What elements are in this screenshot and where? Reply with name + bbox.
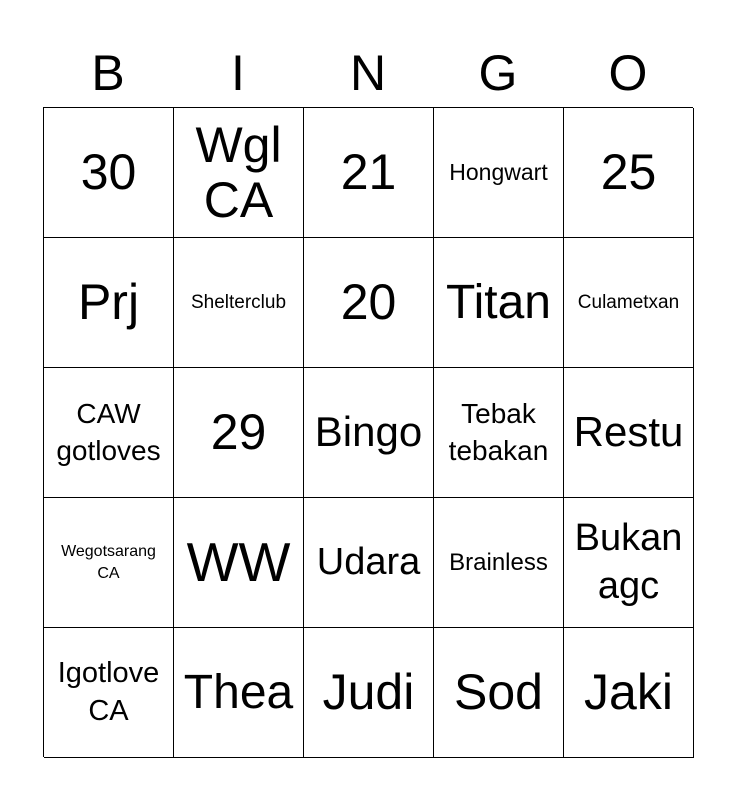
- bingo-cell[interactable]: Bukan agc: [564, 498, 694, 628]
- bingo-cell[interactable]: 30: [44, 108, 174, 238]
- bingo-cell[interactable]: 21: [304, 108, 434, 238]
- header-letter-g: G: [478, 45, 518, 101]
- bingo-cell[interactable]: Wegotsarang CA: [44, 498, 174, 628]
- bingo-cell[interactable]: Udara: [304, 498, 434, 628]
- bingo-cell[interactable]: 25: [564, 108, 694, 238]
- header-letter-o: O: [608, 45, 648, 101]
- header-letter-i: I: [231, 45, 245, 101]
- bingo-cell[interactable]: Titan: [434, 238, 564, 368]
- bingo-cell[interactable]: Prj: [44, 238, 174, 368]
- bingo-cell[interactable]: WW: [174, 498, 304, 628]
- header-letter-n: N: [349, 45, 387, 101]
- bingo-header: [43, 40, 693, 106]
- bingo-cell[interactable]: Culametxan: [564, 238, 694, 368]
- bingo-board: [43, 107, 693, 757]
- header-letter-b: B: [91, 45, 125, 101]
- bingo-cell[interactable]: Hongwart: [434, 108, 564, 238]
- bingo-cell[interactable]: 29: [174, 368, 304, 498]
- bingo-cell[interactable]: Igotlove CA: [44, 628, 174, 758]
- bingo-cell[interactable]: Jaki: [564, 628, 694, 758]
- bingo-cell[interactable]: Wgl CA: [174, 108, 304, 238]
- bingo-cell[interactable]: Tebak tebakan: [434, 368, 564, 498]
- bingo-cell-center[interactable]: Bingo: [304, 368, 434, 498]
- bingo-cell[interactable]: 20: [304, 238, 434, 368]
- bingo-cell[interactable]: CAW gotloves: [44, 368, 174, 498]
- bingo-cell[interactable]: Restu: [564, 368, 694, 498]
- bingo-cell[interactable]: Thea: [174, 628, 304, 758]
- bingo-cell[interactable]: Brainless: [434, 498, 564, 628]
- bingo-cell[interactable]: Judi: [304, 628, 434, 758]
- bingo-cell[interactable]: Sod: [434, 628, 564, 758]
- bingo-cell[interactable]: Shelterclub: [174, 238, 304, 368]
